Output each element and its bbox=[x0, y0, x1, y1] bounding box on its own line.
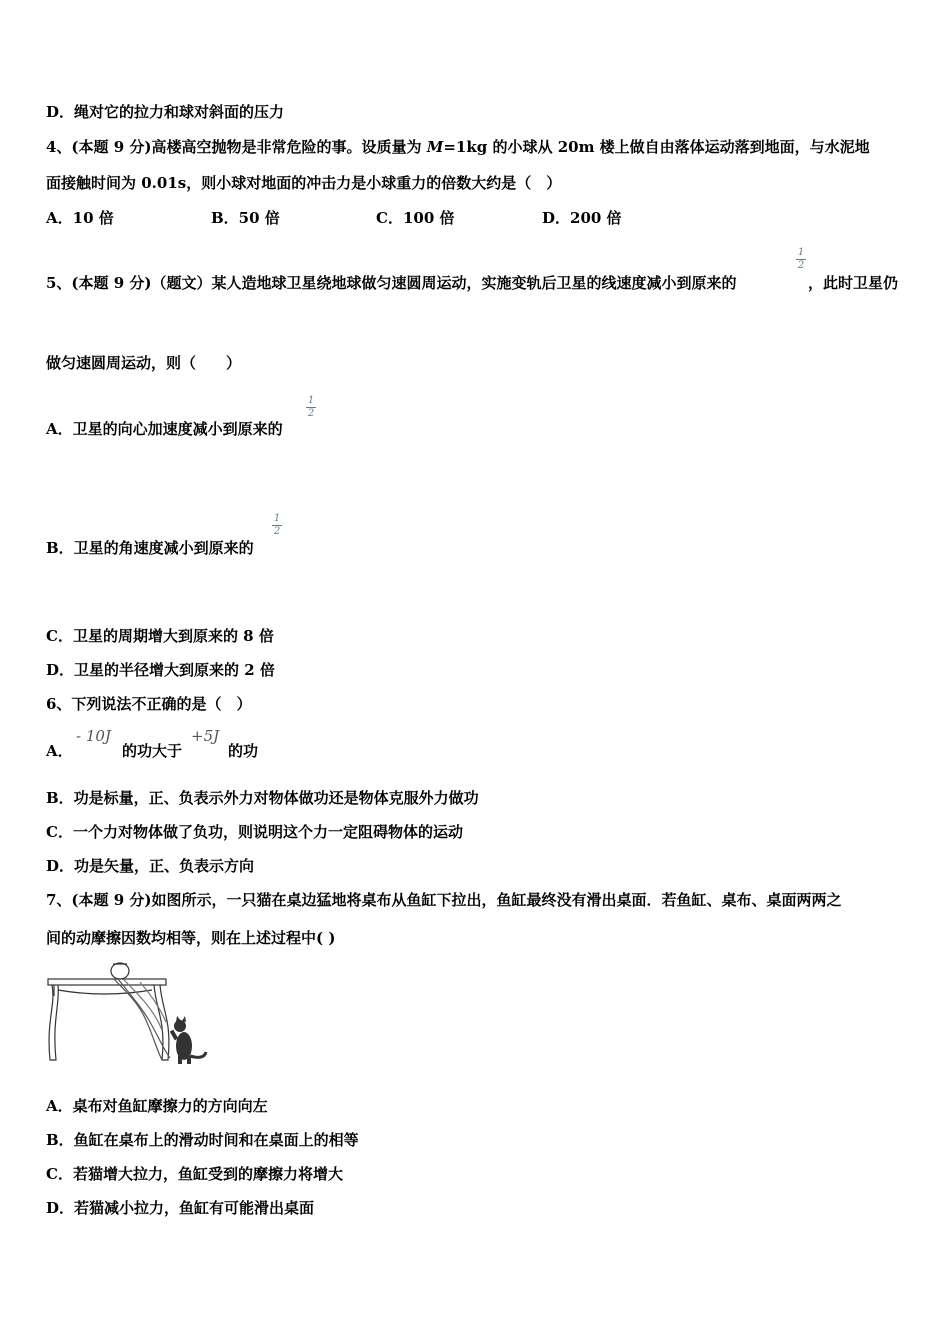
q5-fraction-den: 2 bbox=[797, 260, 805, 271]
q5-option-a: A．卫星的向心加速度减小到原来的 bbox=[46, 420, 283, 438]
q4-option-c: C．100 倍 bbox=[376, 209, 455, 227]
q4-stem-post: =1kg 的小球从 20m 楼上做自由落体运动落到地面，与水泥地 bbox=[443, 138, 870, 156]
q5-option-a-fraction-num: 1 bbox=[307, 395, 315, 406]
table-leg-left bbox=[49, 985, 58, 1060]
q5-stem-end: ，此时卫星仍 bbox=[808, 274, 899, 292]
q5-option-b: B．卫星的角速度减小到原来的 bbox=[46, 539, 254, 557]
cat-tablecloth-figure bbox=[44, 960, 214, 1068]
q6-option-b: B．功是标量，正、负表示外力对物体做功还是物体克服外力做功 bbox=[46, 789, 479, 807]
q6-option-a-letter: A． bbox=[46, 742, 73, 760]
q4-option-d: D．200 倍 bbox=[542, 209, 622, 227]
q5-option-a-fraction-den: 2 bbox=[307, 408, 315, 419]
q5-option-b-fraction-den: 2 bbox=[273, 526, 281, 537]
q5-fraction bbox=[796, 248, 806, 271]
q7-stem-line2: 间的动摩擦因数均相等，则在上述过程中( ) bbox=[46, 929, 336, 947]
q4-options bbox=[46, 207, 746, 227]
q6-stem: 6、下列说法不正确的是（ ） bbox=[46, 695, 252, 713]
q4-stem-line2: 面接触时间为 0.01s，则小球对地面的冲击力是小球重力的倍数大约是（ ） bbox=[46, 174, 562, 192]
q6-option-a-math2: +5J bbox=[191, 727, 220, 745]
q5-option-c: C．卫星的周期增大到原来的 8 倍 bbox=[46, 627, 274, 645]
q5-stem-line1 bbox=[46, 273, 737, 293]
q6-option-a-mid: 的功大于 bbox=[122, 742, 183, 760]
q7-option-a: A．桌布对鱼缸摩擦力的方向向左 bbox=[46, 1097, 268, 1115]
q5-option-b-fraction-num: 1 bbox=[273, 513, 281, 524]
q7-option-b: B．鱼缸在桌布上的滑动时间和在桌面上的相等 bbox=[46, 1131, 359, 1149]
q7-option-d: D．若猫减小拉力，鱼缸有可能滑出桌面 bbox=[46, 1199, 315, 1217]
table-leg-right bbox=[154, 985, 169, 1060]
q6-option-c: C．一个力对物体做了负功，则说明这个力一定阻碍物体的运动 bbox=[46, 823, 463, 841]
q5-option-a-fraction bbox=[306, 396, 316, 419]
q6-option-a-end: 的功 bbox=[228, 742, 259, 760]
q4-option-b: B．50 倍 bbox=[211, 209, 280, 227]
fish-bowl bbox=[111, 963, 129, 979]
q4-stem-line1 bbox=[46, 137, 904, 157]
table-top bbox=[48, 979, 166, 985]
q5-option-b-fraction bbox=[272, 514, 282, 537]
q5-fraction-num: 1 bbox=[797, 247, 805, 258]
q6-option-a-math1: - 10J bbox=[76, 727, 111, 745]
q6-option-d: D．功是矢量，正、负表示方向 bbox=[46, 857, 255, 875]
q4-option-a: A．10 倍 bbox=[46, 209, 114, 227]
q7-option-c: C．若猫增大拉力，鱼缸受到的摩擦力将增大 bbox=[46, 1165, 343, 1183]
q4-mass-symbol: M bbox=[426, 138, 444, 156]
cat bbox=[170, 1016, 206, 1064]
q5-stem-text: 5、(本题 9 分)（题文）某人造地球卫星绕地球做匀速圆周运动，实施变轨后卫星的线速度减小到原来的 bbox=[46, 274, 737, 292]
q7-stem-line1: 7、(本题 9 分)如图所示，一只猫在桌边猛地将桌布从鱼缸下拉出，鱼缸最终没有滑出桌面．若鱼缸、桌布、桌面两两之 bbox=[46, 891, 842, 909]
q5-option-d: D．卫星的半径增大到原来的 2 倍 bbox=[46, 661, 275, 679]
q5-stem-line2: 做匀速圆周运动，则（ ） bbox=[46, 354, 242, 372]
q3-option-d: D．绳对它的拉力和球对斜面的压力 bbox=[46, 103, 285, 121]
q4-stem-pre: 4、(本题 9 分)高楼高空抛物是非常危险的事。设质量为 bbox=[46, 138, 427, 156]
